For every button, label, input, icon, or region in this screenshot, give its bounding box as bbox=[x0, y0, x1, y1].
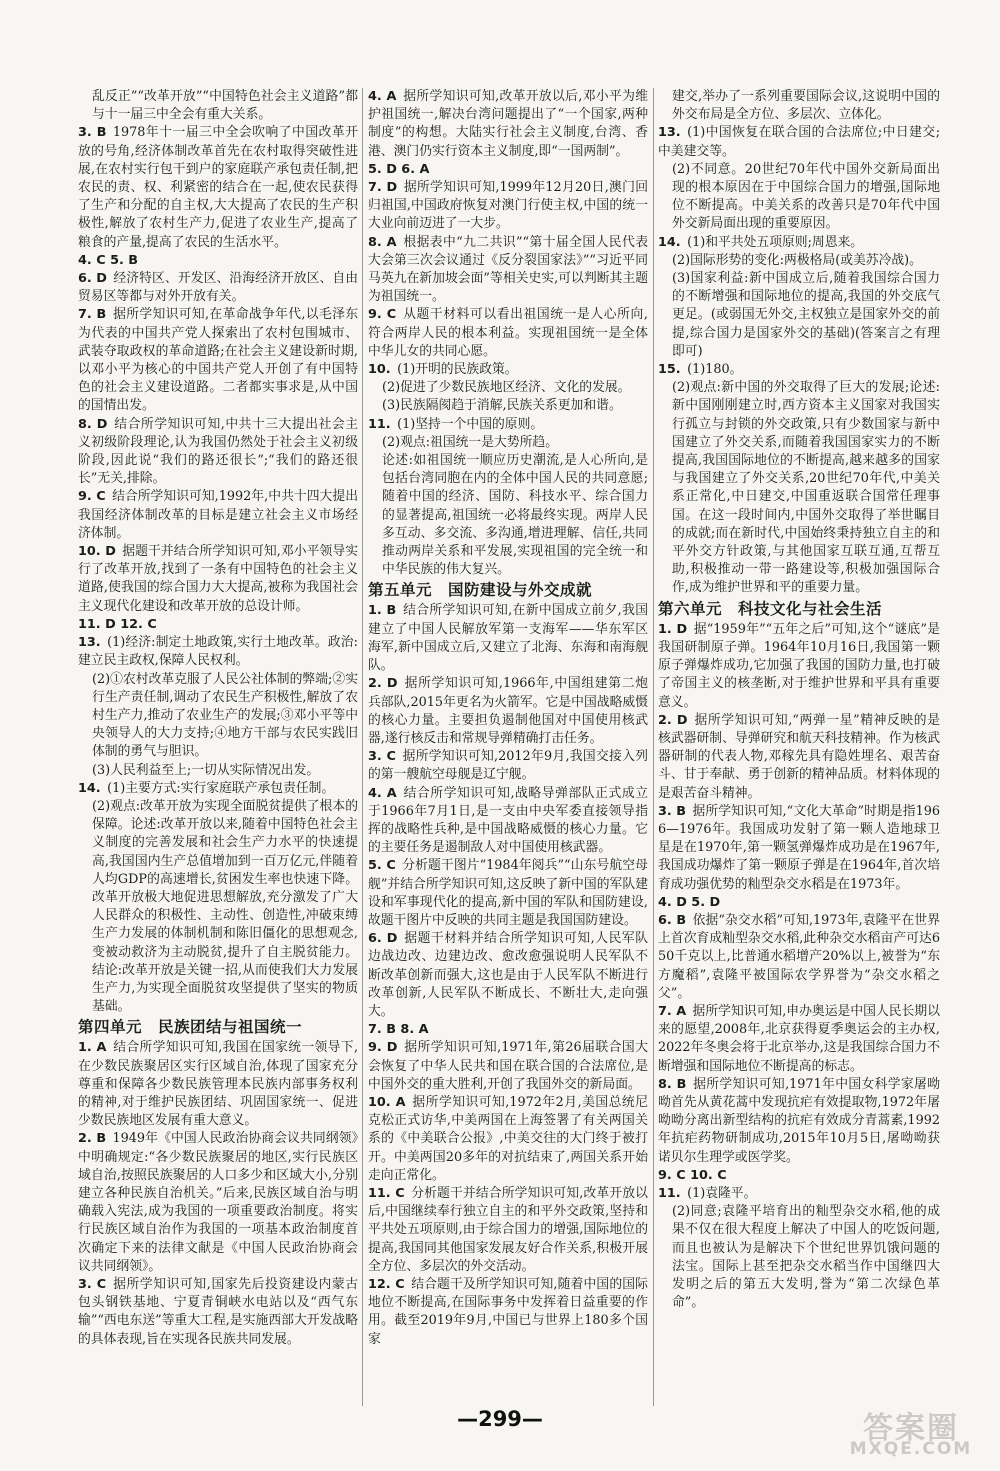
answer-text: 建交,举办了一系列重要国际会议,这说明中国的外交布局是全方位、多层次、立体化。 bbox=[672, 89, 940, 123]
answer-item bbox=[658, 1076, 940, 1167]
answer-text: (2)同意;袁隆平培育出的籼型杂交水稻,他的成果不仅在很大程度上解决了中国人的吃饭问题,而且也被认为是解决下个世纪世界饥饿问题的法宝。国际上甚至把杂交水稻当作中国继四大发明之后的第五大发明,誉为“第二次绿色革命”。 bbox=[672, 1204, 940, 1311]
answer-continuation bbox=[78, 798, 358, 1016]
answer-item bbox=[658, 712, 940, 803]
answer-text: (2)国际形势的变化:两极格局(或美苏冷战)。 bbox=[672, 252, 922, 268]
question-number: 13. bbox=[658, 125, 681, 141]
answer-text: 分析题干图片“1984年阅兵”“山东号航空母舰”并结合所学知识可知,这反映了新中国的军队建设和军事现代化的提高,新中国的军队和国防建设,故题干图片中反映的共同主题是我国国防建设。 bbox=[368, 858, 648, 928]
question-number: 4. A bbox=[368, 785, 397, 801]
answer-text: (1)主要方式:实行家庭联产承包责任制。 bbox=[107, 780, 335, 796]
question-number: 5. D 6. A bbox=[368, 161, 430, 177]
question-number: 4. C 5. B bbox=[78, 252, 139, 268]
column-1 bbox=[78, 88, 358, 1349]
answer-continuation bbox=[658, 1203, 940, 1312]
answer-text: 1978年十一届三中全会吹响了中国改革开放的号角,经济体制改革首先在农村取得突破性进展,在农村实行包干到户的家庭联产承包责任制,把农民的责、权、利紧密的结合在一起,使农民获得了生产和分配的自主权,大大提高了农民的生产积极性,解放了农村生产力,促进了农业生产,提高了粮食的产量,提高了农民的生活水平。 bbox=[78, 125, 358, 250]
answer-continuation bbox=[368, 397, 648, 415]
question-number: 1. A bbox=[78, 1040, 107, 1056]
answer-text: 论述:如祖国统一顺应历史潮流,是人心所向,是包括台湾同胞在内的全体中国人民的共同意愿;随着中国的经济、国防、科技水平、综合国力的显著提高,祖国统一必将最终实现。两岸人民多互动、多交流、多沟通,增进理解、信任,共同推动两岸关系和平发展,实现祖国的完全统一和中华民族的伟大复兴。 bbox=[382, 453, 648, 578]
question-number: 2. D bbox=[658, 712, 688, 728]
answer-text: (2)观点:新中国的外交取得了巨大的发展;论述:新中国刚刚建立时,西方资本主义国家对我国实行孤立与封锁的外交政策,只有少数国家与新中国建立了外交关系,而随着我国国家实力的不断提高,我国国际地位的不断提高,越来越多的国家与我国建立了外交关系,20世纪70年代,中美关系正常化,中日建交,中国重返联合国常任理事国。在这一段时间内,中国外交取得了举世瞩目的成就;而在新时代,中国始终秉持独立自主的和平外交方针政策,与其他国家互联互通,互帮互助,积极推动一带一路建设等,积极加强国际合作,成为维护世界和平的重要力量。 bbox=[672, 380, 940, 596]
answer-item bbox=[78, 270, 358, 306]
answer-item bbox=[368, 748, 648, 784]
answer-continuation bbox=[78, 671, 358, 762]
answer-continuation bbox=[658, 379, 940, 597]
answer-item bbox=[368, 1039, 648, 1094]
answer-item bbox=[78, 543, 358, 616]
answer-item bbox=[658, 361, 940, 379]
answer-item bbox=[658, 1167, 940, 1185]
answer-item bbox=[368, 88, 648, 161]
question-number: 7. D bbox=[368, 180, 398, 196]
question-number: 11. bbox=[368, 416, 391, 432]
answer-page bbox=[78, 88, 948, 1418]
answer-item bbox=[658, 894, 940, 912]
answer-item bbox=[658, 912, 940, 1003]
answer-item bbox=[78, 616, 358, 634]
answer-text: 据所学知识可知,1966年,中国组建第二炮兵部队,2015年更名为火箭军。它是中国战略威慑的核心力量。主要担负遏制他国对中国使用核武器,遂行核反击和常规导弹精确打击任务。 bbox=[368, 676, 648, 746]
page-number: —299— bbox=[457, 1407, 543, 1431]
question-number: 3. B bbox=[78, 125, 107, 141]
answer-item bbox=[368, 602, 648, 675]
answer-text: 结合所学知识可知,战略导弹部队正式成立于1966年7月1日,是一支由中央军委直接领导指挥的战略性兵种,是中国战略威慑的核心力量。它的主要任务是遏制敌人对中国使用核武器。 bbox=[368, 785, 648, 856]
answer-item bbox=[368, 1185, 648, 1276]
answer-item bbox=[78, 1039, 358, 1130]
answer-text: 1949年《中国人民政治协商会议共同纲领》中明确规定:“各少数民族聚居的地区,实行民族区域自治,按照民族聚居的人口多少和区域大小,分别建立各种民族自治机关。”后来,民族区域自治与明确载入宪法,成为我国的一项重要政治制度。将实行民族区域自治作为我国的一项基本政治制度首次确定下来的法律文献是《中国人民政治协商会议共同纲领》。 bbox=[78, 1131, 358, 1274]
answer-item bbox=[78, 634, 358, 670]
question-number: 10. D bbox=[78, 544, 116, 560]
answer-text: 据所学知识可知,“两弹一星”精神反映的是核武器研制、导弹研究和航天科技精神。作为核武器研制的代表人物,邓稼先具有隐姓埋名、艰苦奋斗、甘于奉献、勇于创新的精神品质。材料体现的是艰苦奋斗精神。 bbox=[658, 712, 941, 801]
answer-text: 据所学知识可知,2012年9月,我国交接入列的第一艘航空母舰是辽宁舰。 bbox=[368, 749, 648, 783]
answer-item bbox=[368, 361, 648, 379]
question-number: 14. bbox=[78, 780, 101, 796]
answer-text: 乱反正”“改革开放”“中国特色社会主义道路”都与十一届三中全会有重大关系。 bbox=[92, 89, 358, 123]
answer-item bbox=[368, 675, 648, 748]
column-divider bbox=[362, 88, 363, 1406]
answer-continuation bbox=[368, 452, 648, 579]
column-2 bbox=[368, 88, 648, 1349]
answer-item bbox=[78, 252, 358, 270]
question-number: 2. D bbox=[368, 676, 398, 692]
answer-text: 据所学知识可知,“文化大革命”时期是指1966—1976年。我国成功发射了第一颗人造地球卫星是在1970年,第一颗氢弹爆炸成功是在1967年,我国成功爆炸了第一颗原子弹是在1964年,首次培育成功强优势的籼型杂交水稻是在1973年。 bbox=[658, 803, 940, 892]
answer-text: 结合所学知识可知,我国在国家统一领导下,在少数民族聚居区实行区域自治,体现了国家充分尊重和保障各少数民族管理本民族内部事务权利的精神,对于维护民族团结、巩固国家统一、促进少数民族地区发展有重大意义。 bbox=[78, 1040, 359, 1129]
answer-text: 据所学知识可知,在革命战争年代,以毛泽东为代表的中国共产党人探索出了农村包围城市、武装夺取政权的革命道路;在社会主义建设新时期,以邓小平为核心的中国共产党人开创了有中国特色的社会主义建设道路。二者都实事求是,从中国的国情出发。 bbox=[78, 307, 358, 414]
column-3 bbox=[658, 88, 940, 1312]
answer-text: (1)袁隆平。 bbox=[687, 1185, 757, 1201]
answer-text: 结合题干及所学知识可知,随着中国的国际地位不断提高,在国际事务中发挥着日益重要的作用。截至2019年9月,中国已与世界上180多个国家 bbox=[368, 1277, 648, 1347]
answer-text: (3)民族隔阂趋于消解,民族关系更加和谐。 bbox=[382, 398, 622, 414]
unit-heading: 第六单元 科技文化与社会生活 bbox=[658, 599, 883, 618]
answer-text: 据所学知识可知,申办奥运是中国人民长期以来的愿望,2008年,北京获得夏季奥运会的主办权,2022年冬奥会将于北京举办,这是我国综合国力不断增强和国际地位不断提高的标志。 bbox=[658, 1003, 940, 1074]
answer-item bbox=[78, 488, 358, 543]
question-number: 1. D bbox=[658, 621, 688, 637]
question-number: 7. B bbox=[78, 307, 107, 323]
answer-item bbox=[658, 234, 940, 252]
question-number: 9. C bbox=[78, 489, 106, 505]
question-number: 1. B bbox=[368, 603, 397, 619]
answer-item bbox=[368, 161, 648, 179]
answer-item bbox=[368, 234, 648, 307]
answer-text: 根据表中“九二共识”“第十届全国人民代表大会第三次会议通过《反分裂国家法》”“习近平同马英九在新加坡会面”等相关史实,可以判断其主题为祖国统一。 bbox=[368, 234, 648, 305]
answer-continuation bbox=[658, 252, 940, 270]
question-number: 13. bbox=[78, 635, 101, 651]
question-number: 2. B bbox=[78, 1131, 107, 1147]
answer-text: 依据“杂交水稻”可知,1973年,袁隆平在世界上首次育成籼型杂交水稻,此种杂交水稻亩产可达650千克以上,比普通水稻增产20%以上,被誉为“东方魔稻”,袁隆平被国际农学界誉为“杂交水稻之父”。 bbox=[658, 912, 940, 1001]
answer-text: 据所学知识可知,国家先后投资建设内蒙古包头钢铁基地、宁夏青铜峡水电站以及“西气东输”“西电东送”等重大工程,是实施西部大开发战略的具体表现,旨在实现各民族共同发展。 bbox=[78, 1277, 358, 1347]
question-number: 8. A bbox=[368, 234, 397, 250]
watermark-logo-text: 答案圈 bbox=[863, 1411, 959, 1446]
answer-text: 分析题干并结合所学知识可知,改革开放以后,中国继续奉行独立自主的和平外交政策,坚持和平共处五项原则,由于综合国力的增强,国际地位的提高,我国同其他国家发展友好合作关系,积极开展全方位、多层次的外交活动。 bbox=[368, 1185, 648, 1274]
answer-item bbox=[368, 306, 648, 361]
question-number: 6. D bbox=[368, 931, 398, 947]
answer-text: (1)和平共处五项原则;周恩来。 bbox=[687, 234, 864, 250]
answer-continuation bbox=[78, 88, 358, 124]
answer-text: 据“1959年”“五年之后”可知,这个“谜底”是我国研制原子弹。1964年10月16日,我国第一颗原子弹爆炸成功,它加强了我国的国防力量,也打破了帝国主义的核垄断,对于维护世界和平具有重要意义。 bbox=[658, 621, 941, 710]
answer-text: (3)国家利益:新中国成立后,随着我国综合国力的不断增强和国际地位的提高,我国的外交底气更足。(或弱国无外交,主权独立是国家外交的前提,综合国力是国家外交的基础)(答案言之有理即可) bbox=[672, 271, 940, 359]
question-number: 7. B 8. A bbox=[368, 1022, 429, 1038]
answer-text: (1)经济:制定土地政策,实行土地改革。政治:建立民主政权,保障人民权利。 bbox=[78, 635, 358, 669]
unit-heading: 第四单元 民族团结与祖国统一 bbox=[78, 1018, 303, 1037]
answer-item bbox=[78, 1276, 358, 1349]
answer-item bbox=[78, 780, 358, 798]
answer-text: (1)180。 bbox=[687, 362, 743, 378]
question-number: 4. D 5. D bbox=[658, 894, 721, 910]
question-number: 8. B bbox=[658, 1076, 687, 1092]
answer-item bbox=[78, 124, 358, 251]
answer-text: (3)人民利益至上;一切从实际情况出发。 bbox=[92, 762, 320, 778]
answer-text: (1)开明的民族政策。 bbox=[397, 362, 518, 378]
answer-item bbox=[368, 1021, 648, 1039]
answer-continuation bbox=[368, 434, 648, 452]
question-number: 11. D 12. C bbox=[78, 616, 157, 632]
site-watermark bbox=[836, 1403, 986, 1459]
answer-text: 从题干材料可以看出祖国统一是人心所向,符合两岸人民的根本利益。实现祖国统一是全体中华儿女的共同心愿。 bbox=[368, 307, 648, 359]
answer-item bbox=[368, 857, 648, 930]
question-number: 11. C bbox=[368, 1185, 405, 1201]
answer-item bbox=[658, 1185, 940, 1203]
answer-text: 据所学知识可知,改革开放以后,邓小平为维护祖国统一,解决台湾问题提出了“一个国家,两种制度”的构想。大陆实行社会主义制度,台湾、香港、澳门仍实行资本主义制度,即“一国两制”。 bbox=[368, 89, 649, 159]
answer-continuation bbox=[658, 270, 940, 361]
answer-continuation bbox=[658, 88, 940, 124]
answer-text: 经济特区、开发区、沿海经济开放区、自由贸易区等都与对外开放有关。 bbox=[78, 271, 359, 305]
answer-item bbox=[368, 930, 648, 1021]
answer-item bbox=[368, 1094, 648, 1185]
answer-text: 据所学知识可知,1972年2月,美国总统尼克松正式访华,中美两国在上海签署了有关两国关系的《中美联合公报》,中美交往的大门终于被打开。中美两国20多年的对抗结束了,两国关系开始走向正常化。 bbox=[368, 1094, 648, 1183]
question-number: 6. B bbox=[658, 912, 687, 928]
answer-continuation bbox=[368, 379, 648, 397]
answer-text: 据所学知识可知,1971年中国女科学家屠呦呦首先从黄花蒿中发现抗疟有效提取物,1972年屠呦呦分离出新型结构的抗疟有效成分青蒿素,1992年抗疟药物研制成功,2015年10月5日,屠呦呦获诺贝尔生理学或医学奖。 bbox=[658, 1076, 940, 1165]
question-number: 9. C 10. C bbox=[658, 1167, 727, 1183]
answer-item bbox=[658, 621, 940, 712]
answer-text: 据所学知识可知,1971年,第26届联合国大会恢复了中华人民共和国在联合国的合法席位,是中国外交的重大胜利,开创了我国外交的新局面。 bbox=[368, 1040, 648, 1092]
answer-item bbox=[368, 179, 648, 234]
question-number: 4. A bbox=[368, 89, 397, 104]
answer-item bbox=[368, 785, 648, 858]
answer-text: 据题干并结合所学知识可知,邓小平领导实行了改革开放,找到了一条有中国特色的社会主义道路,使我国的综合国力大大提高,被称为我国社会主义现代化建设和改革开放的总设计师。 bbox=[78, 544, 358, 614]
question-number: 10. A bbox=[368, 1094, 406, 1110]
watermark-url: MXQE.COM bbox=[849, 1439, 973, 1459]
answer-text: (1)中国恢复在联合国的合法席位;中日建交;中美建交等。 bbox=[658, 125, 940, 159]
question-number: 3. B bbox=[658, 803, 687, 819]
answer-text: (2)不同意。20世纪70年代中国外交新局面出现的根本原因在于中国综合国力的增强,国际地位不断提高。中美关系的改善只是70年代中国外交新局面出现的重要原因。 bbox=[672, 161, 940, 232]
answer-item bbox=[78, 1130, 358, 1276]
answer-text: 结合所学知识可知,1992年,中共十四大提出我国经济体制改革的目标是建立社会主义市场经济体制。 bbox=[78, 489, 358, 541]
column-divider bbox=[653, 88, 654, 1406]
question-number: 9. D bbox=[368, 1040, 398, 1056]
answer-item bbox=[658, 124, 940, 160]
question-number: 5. C bbox=[368, 858, 396, 874]
question-number: 9. C bbox=[368, 307, 397, 323]
answer-item bbox=[658, 1003, 940, 1076]
answer-text: 据题干材料并结合所学知识可知,人民军队边战边改、边建边改、愈改愈强说明人民军队不断改革创新而强大,这也是由于人民军队不断进行改革创新,人民军队不断成长、不断壮大,走向强大。 bbox=[368, 931, 648, 1019]
question-number: 15. bbox=[658, 362, 681, 378]
question-number: 14. bbox=[658, 234, 681, 250]
answer-continuation bbox=[658, 161, 940, 234]
answer-continuation bbox=[78, 762, 358, 780]
answer-text: 结合所学知识可知,中共十三大提出社会主义初级阶段理论,认为我国仍然处于社会主义初级阶段,因此说“我们的路还很长”;“我们的路还很长”无关,排除。 bbox=[78, 416, 358, 487]
answer-text: (2)观点:祖国统一是大势所趋。 bbox=[382, 434, 559, 450]
question-number: 6. D bbox=[78, 271, 107, 287]
question-number: 8. D bbox=[78, 416, 108, 432]
answer-text: 据所学知识可知,1999年12月20日,澳门回归祖国,中国政府恢复对澳门行使主权,中国的统一大业向前迈进了一大步。 bbox=[368, 180, 649, 232]
answer-text: (2)①农村改革克服了人民公社体制的弊端;②实行生产责任制,调动了农民生产积极性,解放了农村生产力,推动了农业生产的发展;③邓小平等中央领导人的大力支持;④地方干部与农民实践旧体制的勇气与胆识。 bbox=[92, 671, 358, 760]
answer-item bbox=[658, 803, 940, 894]
answer-text: (1)坚持一个中国的原则。 bbox=[397, 416, 544, 432]
unit-heading: 第五单元 国防建设与外交成就 bbox=[368, 581, 593, 600]
answer-text: (2)观点:改革开放为实现全面脱贫提供了根本的保障。论述:改革开放以来,随着中国特色社会主义制度的完善发展和社会生产力水平的快速提高,我国国内生产总值增加到一百万亿元,伴随着人均GDP的高速增长,贫困发生率也快速下降。改革开放极大地促进思想解放,充分激发了广大人民群众的积极性、主动性、创造性,冲破束缚生产力发展的体制机制和陈旧僵化的思想观念,变被动救济为主动脱贫,提升了自主脱贫能力。结论:改革开放是关键一招,从而使我们大力发展生产力,为实现全面脱贫攻坚提供了坚实的物质基础。 bbox=[92, 798, 358, 1015]
answer-text: 结合所学知识可知,在新中国成立前夕,我国建立了中国人民解放军第一支海军——华东军区海军,新中国成立后,又建立了北海、东海和南海舰队。 bbox=[368, 603, 648, 674]
question-number: 7. A bbox=[658, 1003, 687, 1019]
answer-item bbox=[368, 1276, 648, 1349]
answer-text: (2)促进了少数民族地区经济、文化的发展。 bbox=[382, 380, 631, 396]
answer-item bbox=[78, 416, 358, 489]
question-number: 3. C bbox=[368, 749, 396, 765]
question-number: 11. bbox=[658, 1185, 681, 1201]
answer-item bbox=[368, 416, 648, 434]
question-number: 10. bbox=[368, 362, 391, 378]
answer-item bbox=[78, 306, 358, 415]
question-number: 3. C bbox=[78, 1277, 107, 1292]
question-number: 12. C bbox=[368, 1277, 405, 1292]
